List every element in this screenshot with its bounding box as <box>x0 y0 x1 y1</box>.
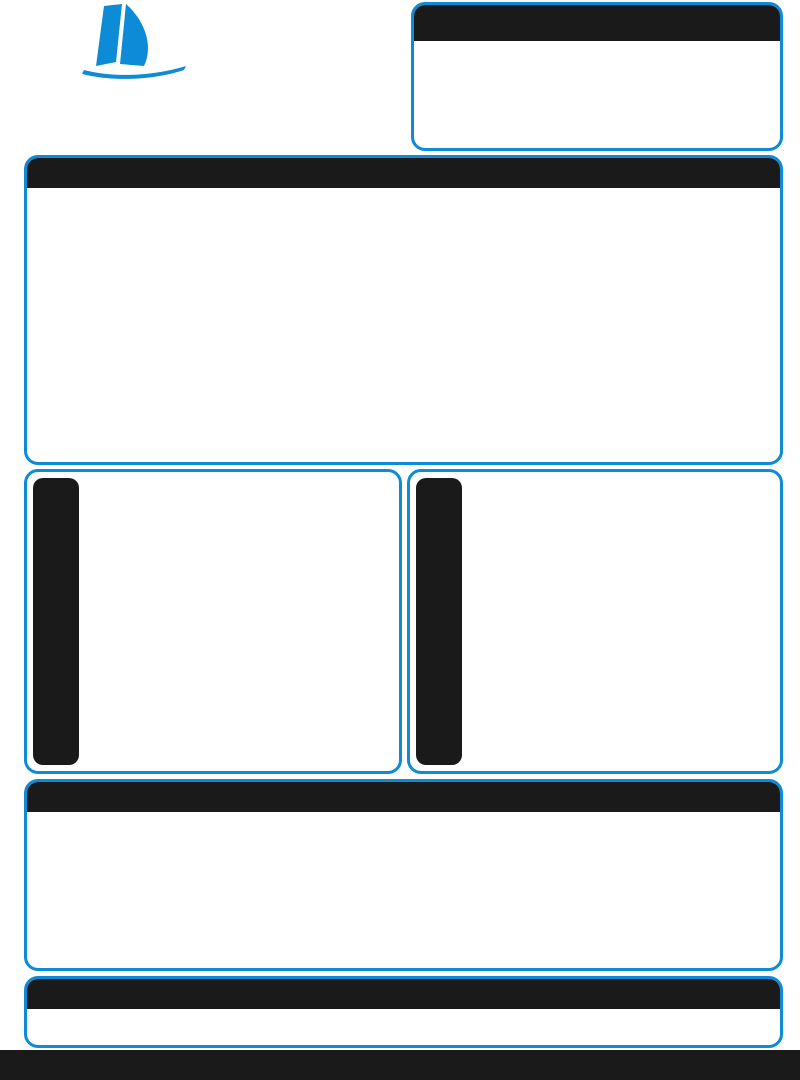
euro-box <box>24 155 783 465</box>
sea-box <box>24 469 402 774</box>
visa-box <box>411 2 783 151</box>
euro-title <box>27 158 780 188</box>
visa-title <box>414 5 780 41</box>
sea-tab <box>33 478 79 765</box>
kh-box <box>24 779 783 971</box>
address-bar <box>0 1050 800 1080</box>
kh-title <box>27 782 780 812</box>
island-box <box>24 976 783 1048</box>
company-header <box>0 0 410 155</box>
sail-logo-icon <box>74 0 194 80</box>
vn-content <box>468 482 778 490</box>
island-title <box>27 979 780 1009</box>
vn-box <box>407 469 783 774</box>
vn-tab <box>416 478 462 765</box>
